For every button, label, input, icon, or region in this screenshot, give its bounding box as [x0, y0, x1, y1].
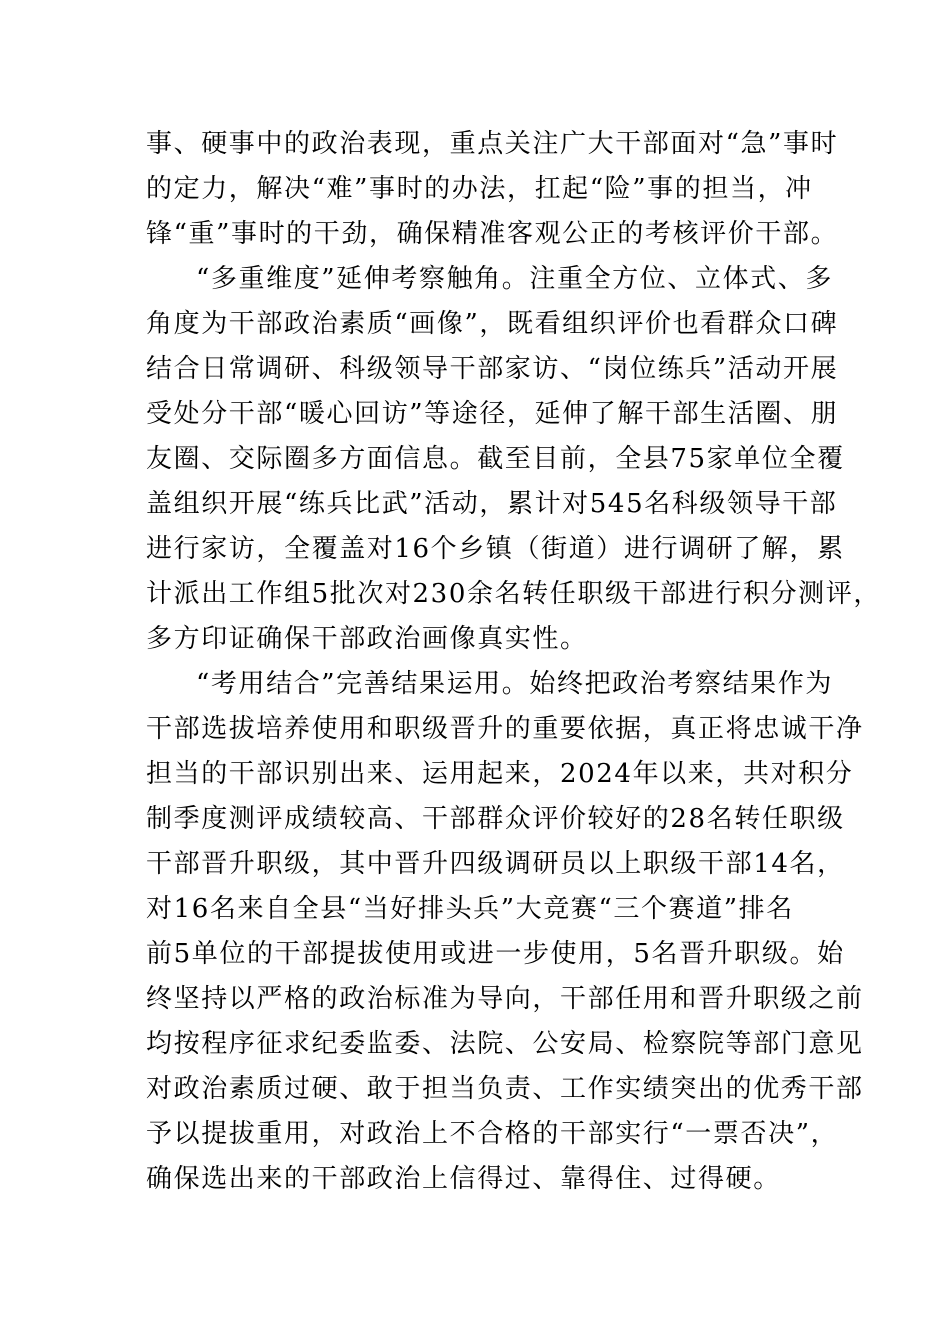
text-line: 盖组织开展“练兵比武”活动，累计对545名科级领导干部: [146, 489, 838, 519]
paragraph-start-line: “多重维度”延伸考察触角。注重全方位、立体式、多: [196, 264, 833, 294]
text-line: 计派出工作组5批次对230余名转任职级干部进行积分测评，: [146, 579, 881, 609]
text-line: 制季度测评成绩较高、干部群众评价较好的28名转任职级: [146, 804, 845, 834]
text-line: 进行家访，全覆盖对16个乡镇（街道）进行调研了解，累: [146, 534, 845, 564]
text-line: 前5单位的干部提拔使用或进一步使用，5名晋升职级。始: [146, 939, 845, 969]
text-line: 的定力，解决“难”事时的办法，扛起“险”事的担当，冲: [146, 174, 813, 204]
text-line: 友圈、交际圈多方面信息。截至目前，全县75家单位全覆: [146, 444, 845, 474]
text-line: 确保选出来的干部政治上信得过、靠得住、过得硬。: [146, 1164, 781, 1194]
text-line: 多方印证确保干部政治画像真实性。: [146, 624, 588, 654]
paragraph-start-line: “考用结合”完善结果运用。始终把政治考察结果作为: [196, 669, 833, 699]
text-line: 对16名来自全县“当好排头兵”大竞赛“三个赛道”排名: [146, 894, 794, 924]
text-line: 担当的干部识别出来、运用起来，2024年以来，共对积分: [146, 759, 854, 789]
text-line: 对政治素质过硬、敢于担当负责、工作实绩突出的优秀干部: [146, 1074, 864, 1104]
text-line: 终坚持以严格的政治标准为导向，干部任用和晋升职级之前: [146, 984, 864, 1014]
text-line: 予以提拔重用，对政治上不合格的干部实行“一票否决”，: [146, 1119, 839, 1149]
text-line: 干部选拔培养使用和职级晋升的重要依据，真正将忠诚干净: [146, 714, 864, 744]
text-line: 干部晋升职级，其中晋升四级调研员以上职级干部14名，: [146, 849, 845, 879]
text-line: 受处分干部“暖心回访”等途径，延伸了解干部生活圈、朋: [146, 399, 839, 429]
text-line: 均按程序征求纪委监委、法院、公安局、检察院等部门意见: [146, 1029, 864, 1059]
text-line: 结合日常调研、科级领导干部家访、“岗位练兵”活动开展: [146, 354, 839, 384]
text-line: 事、硬事中的政治表现，重点关注广大干部面对“急”事时: [146, 129, 839, 159]
text-line: 锋“重”事时的干劲，确保精准客观公正的考核评价干部。: [146, 219, 839, 249]
text-line: 角度为干部政治素质“画像”，既看组织评价也看群众口碑: [146, 309, 839, 339]
